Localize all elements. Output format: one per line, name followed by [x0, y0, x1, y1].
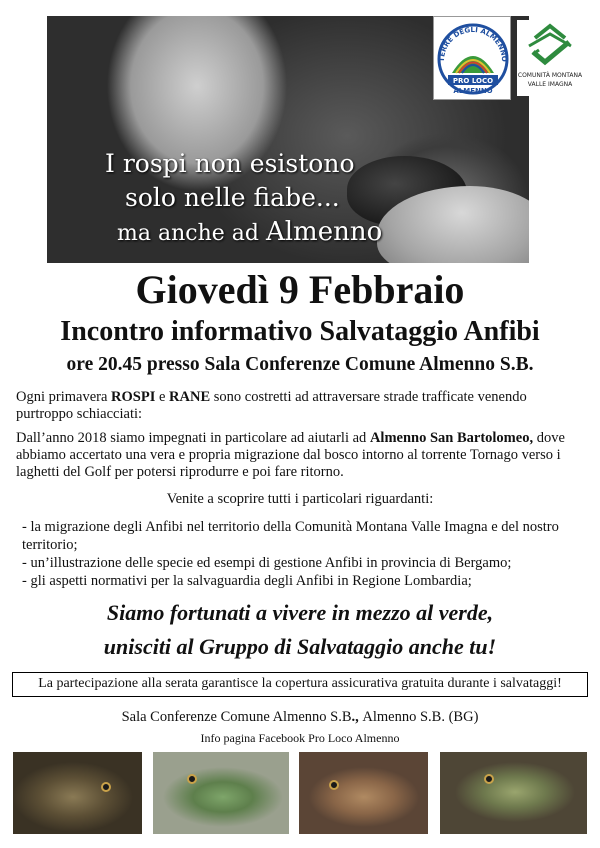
cm-line-1: COMUNITÀ MONTANA [517, 72, 583, 79]
topics-intro: Venite a scoprire tutti i particolari riguardanti: [166, 491, 434, 507]
hero-line-3 [117, 217, 382, 247]
slogan-line-2: unisciti al Gruppo di Salvataggio anche tu! [103, 634, 497, 659]
footer-place-a: Sala Conferenze Comune Almenno S.B [121, 709, 352, 725]
paragraph-species [16, 389, 586, 423]
hero-line-1: I rospi non esistono [105, 149, 355, 178]
proloco-logo [433, 16, 511, 100]
p2-place: Almenno San Bartolomeo, [369, 430, 534, 446]
paragraph-history [16, 430, 586, 481]
event-time-place: ore 20.45 presso Sala Conferenze Comune Almenno S.B. [66, 354, 534, 375]
p2-text-a: Dall’anno 2018 siamo impegnati in particolare ad aiutarli ad [16, 430, 370, 446]
footer-info: Info pagina Facebook Pro Loco Almenno [200, 731, 400, 745]
list-item: - un’illustrazione delle specie ed esempi di gestione Anfibi in provincia di Bergamo; [22, 555, 512, 571]
toad-photo [13, 752, 142, 834]
list-item: - la migrazione degli Anfibi nel territorio della Comunità Montana Valle Imagna e del nostro territorio; [22, 519, 559, 553]
list-item: - gli aspetti normativi per la salvaguardia degli Anfibi in Regione Lombardia; [22, 573, 472, 589]
brown-frog-photo [299, 752, 428, 834]
proloco-arc-text: TERRE DEGLI ALMENNO [437, 25, 509, 63]
mountain-check-icon [525, 20, 575, 66]
footer-place-b: ., [351, 709, 363, 725]
p1-text-e: sono costretti ad attraversare strade trafficate venendo purtroppo schiacciati: [16, 389, 527, 422]
p1-text-a: Ogni primavera [16, 389, 112, 405]
hero-line-3-place: Almenno [265, 217, 383, 247]
p1-rane: RANE [169, 389, 211, 405]
event-subtitle: Incontro informativo Salvataggio Anfibi [60, 316, 540, 347]
green-frog-photo [153, 752, 289, 834]
event-date: Giovedì 9 Febbraio [135, 267, 465, 312]
footer-location [0, 709, 600, 726]
toad-eye [101, 782, 111, 792]
p1-text-c: e [155, 389, 170, 405]
topics-list [22, 518, 582, 590]
proloco-line-1: PRO LOCO [452, 77, 494, 85]
frog-eye [329, 780, 339, 790]
toad-eye [484, 774, 494, 784]
insurance-notice: La partecipazione alla serata garantisce la copertura assicurativa gratuita durante i salvataggi! [12, 672, 588, 697]
p1-rospi: ROSPI [111, 389, 156, 405]
frog-eye [187, 774, 197, 784]
slogan-line-1: Siamo fortunati a vivere in mezzo al verde, [106, 600, 494, 625]
proloco-logo-icon [434, 17, 512, 101]
green-toad-photo [440, 752, 587, 834]
p2-text-c: dove abbiamo accertato una vera e propria migrazione dal bosco intorno al torrente Tornago verso i laghetti del Golf per potersi riprodurre e poi fare ritorno. [16, 430, 565, 480]
footer-place-c: Almenno S.B. (BG) [362, 709, 479, 725]
cm-line-2: VALLE IMAGNA [527, 81, 573, 88]
comunita-montana-logo [517, 20, 583, 96]
hero-line-3-prefix: ma anche ad [117, 221, 266, 246]
hero-line-2: solo nelle fiabe... [125, 183, 340, 212]
proloco-line-2: ALMENNO [453, 87, 493, 95]
